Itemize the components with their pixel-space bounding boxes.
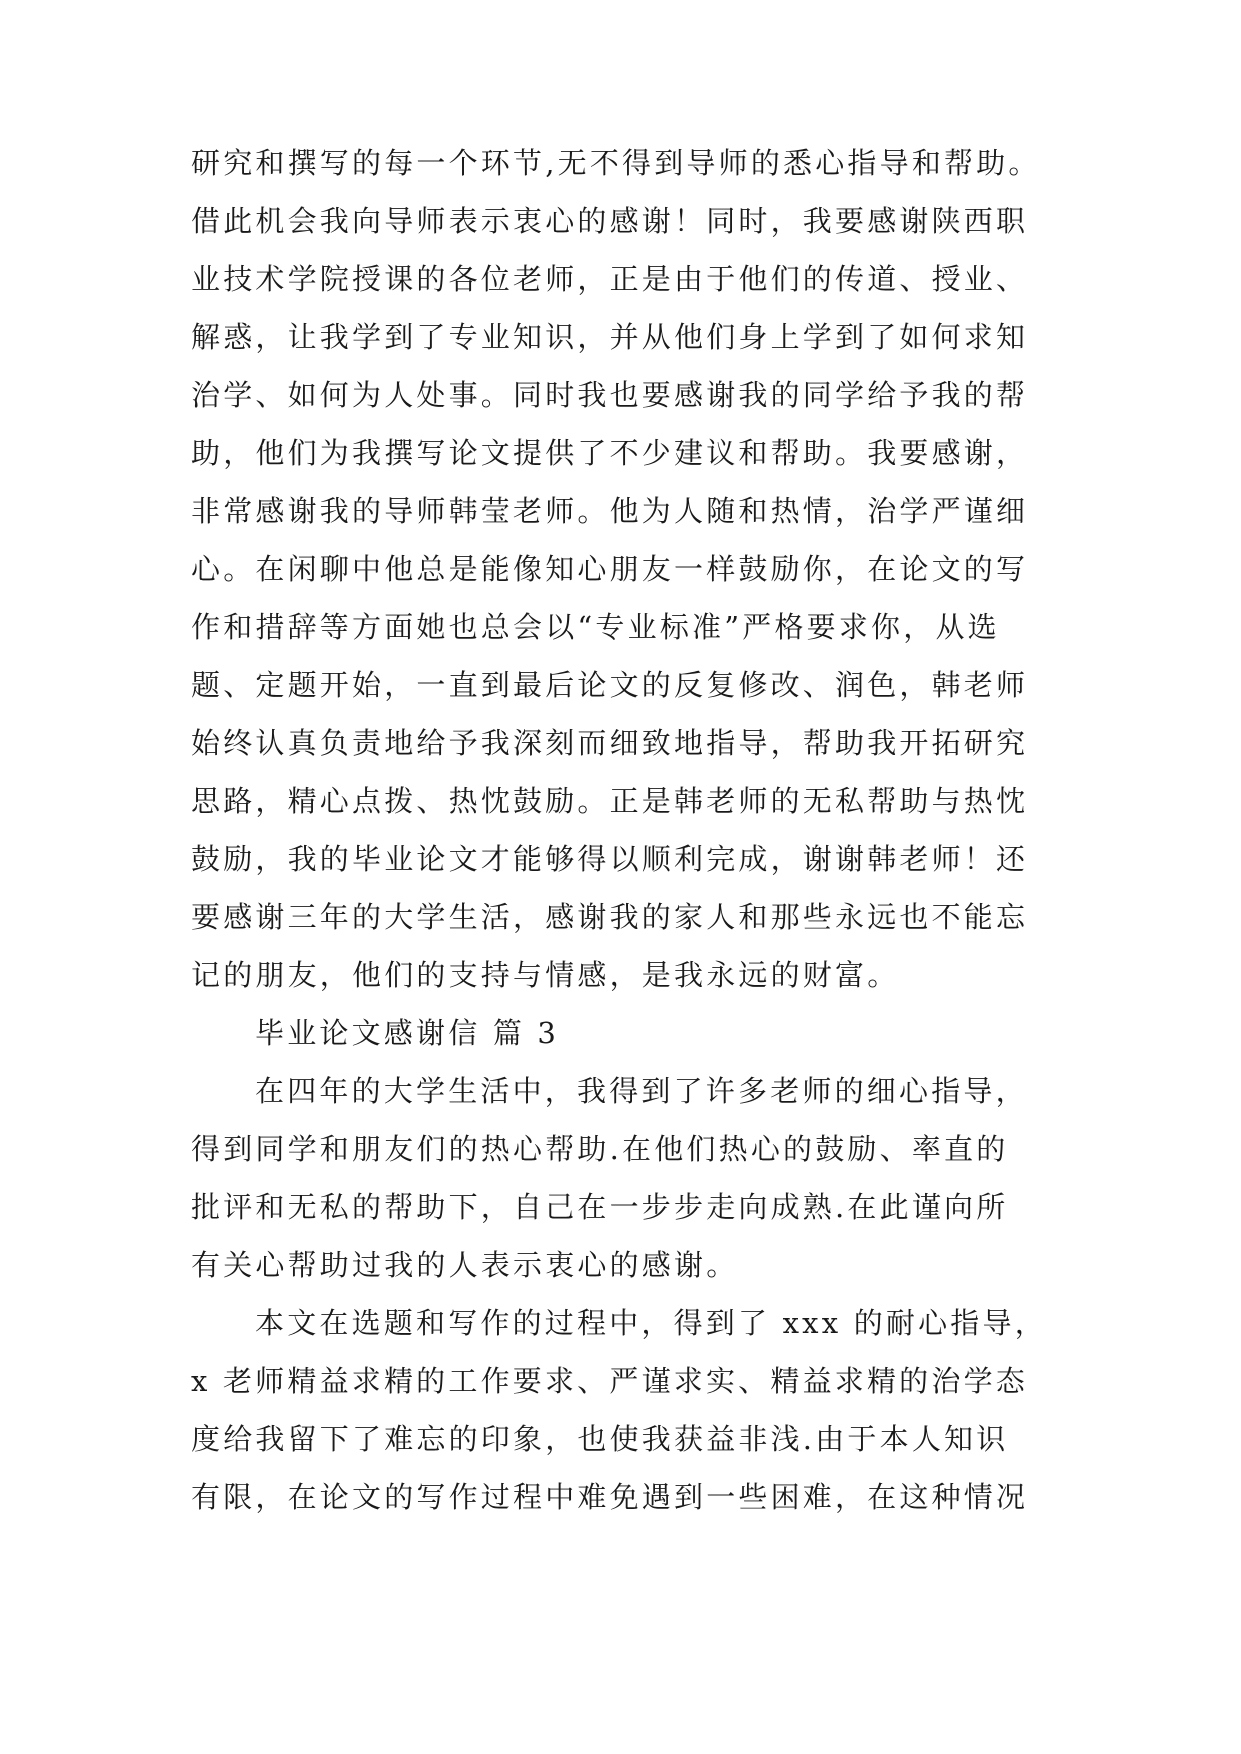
text-line: 本文在选题和写作的过程中，得到了 xxx 的耐心指导， [255,1306,1047,1340]
text-line: 始终认真负责地给予我深刻而细致地指导，帮助我开拓研究 [191,726,1029,760]
text-line: 得到同学和朋友们的热心帮助.在他们热心的鼓励、率直的 [191,1132,1009,1166]
text-line: 批评和无私的帮助下，自己在一步步走向成熟.在此谨向所 [191,1190,1009,1224]
text-line: 业技术学院授课的各位老师，正是由于他们的传道、授业、 [191,262,1029,296]
section-heading: 毕业论文感谢信 篇 3 [255,1016,560,1050]
text-line: 作和措辞等方面她也总会以“专业标准”严格要求你，从选 [191,610,1000,644]
text-line: 解惑，让我学到了专业知识，并从他们身上学到了如何求知 [191,320,1029,354]
text-line: 要感谢三年的大学生活，感谢我的家人和那些永远也不能忘 [191,900,1029,934]
text-line: 鼓励，我的毕业论文才能够得以顺利完成，谢谢韩老师！还 [191,842,1029,876]
text-line: 有限，在论文的写作过程中难免遇到一些困难，在这种情况 [191,1480,1029,1514]
text-line: 研究和撰写的每一个环节,无不得到导师的悉心指导和帮助。 [191,146,1041,180]
text-line: x 老师精益求精的工作要求、严谨求实、精益求精的治学态 [191,1364,1028,1398]
text-line: 有关心帮助过我的人表示衷心的感谢。 [191,1248,739,1282]
text-line: 在四年的大学生活中，我得到了许多老师的细心指导， [255,1074,1028,1108]
text-line: 助，他们为我撰写论文提供了不少建议和帮助。我要感谢， [191,436,1029,470]
text-line: 心。在闲聊中他总是能像知心朋友一样鼓励你，在论文的写 [191,552,1029,586]
text-line: 度给我留下了难忘的印象，也使我获益非浅.由于本人知识 [191,1422,1009,1456]
text-line: 借此机会我向导师表示衷心的感谢！同时，我要感谢陕西职 [191,204,1029,238]
text-line: 治学、如何为人处事。同时我也要感谢我的同学给予我的帮 [191,378,1029,412]
text-line: 记的朋友，他们的支持与情感，是我永远的财富。 [191,958,900,992]
text-line: 题、定题开始，一直到最后论文的反复修改、润色，韩老师 [191,668,1029,702]
text-line: 思路，精心点拨、热忱鼓励。正是韩老师的无私帮助与热忱 [191,784,1029,818]
text-line: 非常感谢我的导师韩莹老师。他为人随和热情，治学严谨细 [191,494,1029,528]
